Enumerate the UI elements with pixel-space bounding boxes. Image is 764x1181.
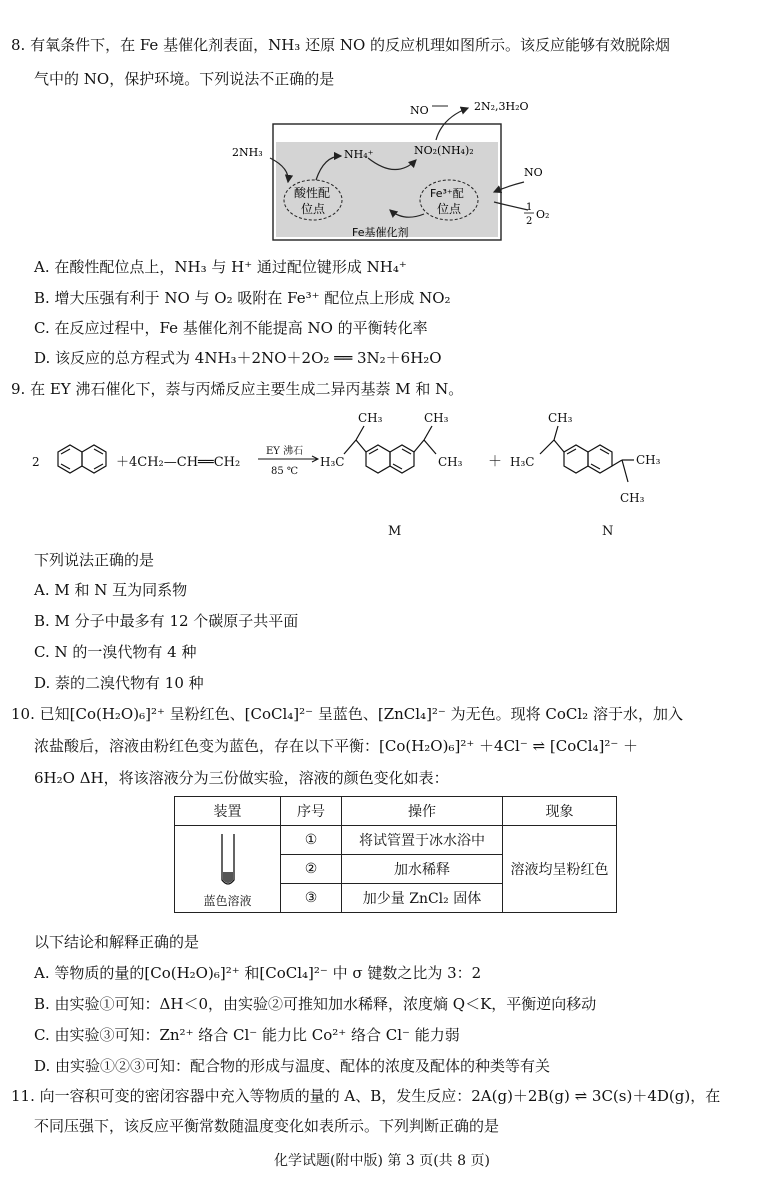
q9-prompt: 下列说法正确的是 bbox=[34, 551, 155, 569]
q8-option-b: B. 增大压强有利于 NO 与 O₂ 吸附在 Fe³⁺ 配位点上形成 NO₂ bbox=[34, 289, 451, 307]
test-tube-icon bbox=[198, 832, 258, 894]
q8-stem-line1: 8. 有氧条件下，在 Fe 基催化剂表面，NH₃ 还原 NO 的反应机理如图所示。该反应能够有效脱除烟 bbox=[11, 36, 671, 54]
q9-stem: 9. 在 EY 沸石催化下，萘与丙烯反应主要生成二异丙基萘 M 和 N。 bbox=[11, 380, 464, 398]
row2-operation: 加水稀释 bbox=[342, 855, 503, 884]
molecule-n-structure bbox=[540, 426, 634, 482]
naphthalene-structure bbox=[58, 445, 106, 473]
q11-stem-line1: 11. 向一容积可变的密闭容器中充入等物质的量的 A、B，发生反应：2A(g)＋2B(g) ⇌ 3C(s)＋4D(g)，在 bbox=[11, 1087, 721, 1105]
table-header-row bbox=[175, 797, 617, 826]
q10-option-a: A. 等物质的量的[Co(H₂O)₆]²⁺ 和[CoCl₄]²⁻ 中 σ 键数之比为 3：2 bbox=[34, 964, 482, 982]
fig-acid-site-2: 位点 bbox=[301, 202, 326, 216]
n-ch3-top: CH₃ bbox=[548, 411, 573, 425]
table-header-phenomenon: 现象 bbox=[503, 797, 617, 826]
fig-right-no: NO bbox=[524, 166, 543, 179]
apparatus-label: 蓝色溶液 bbox=[203, 894, 252, 908]
q10-option-c: C. 由实验③可知：Zn²⁺ 络合 Cl⁻ 能力比 Co²⁺ 络合 Cl⁻ 能力弱 bbox=[34, 1026, 460, 1044]
row3-operation: 加少量 ZnCl₂ 固体 bbox=[342, 884, 503, 913]
molecule-m-structure bbox=[344, 426, 436, 473]
phenomenon-cell: 溶液均呈粉红色 bbox=[503, 826, 617, 913]
q10-prompt: 以下结论和解释正确的是 bbox=[34, 933, 200, 951]
table-header-apparatus: 装置 bbox=[175, 797, 281, 826]
fig-right-o2-num: 1 bbox=[526, 202, 533, 213]
fig-top-products: 2N₂,3H₂O bbox=[474, 100, 529, 113]
q8-mechanism-figure bbox=[228, 96, 568, 242]
eq-temperature: 85 ℃ bbox=[271, 466, 299, 477]
n-ch3-right: CH₃ bbox=[636, 453, 661, 467]
page-footer: 化学试题(附中版) 第 3 页(共 8 页) bbox=[274, 1153, 490, 1169]
apparatus-cell bbox=[175, 826, 281, 913]
q9-option-c: C. N 的一溴代物有 4 种 bbox=[34, 643, 197, 661]
fig-fe-site-2: 位点 bbox=[437, 202, 462, 216]
fig-nh4: NH₄⁺ bbox=[344, 148, 374, 161]
row1-number: ① bbox=[281, 826, 342, 855]
q10-experiment-table bbox=[174, 796, 617, 913]
m-ch3-top-left: CH₃ bbox=[358, 411, 383, 425]
fig-right-o2: O₂ bbox=[536, 208, 550, 221]
q9-option-a: A. M 和 N 互为同系物 bbox=[34, 581, 188, 599]
q10-stem-line3: 6H₂O ΔH，将该溶液分为三份做实验，溶液的颜色变化如表： bbox=[34, 769, 449, 787]
q10-option-d: D. 由实验①②③可知：配合物的形成与温度、配体的浓度及配体的种类等有关 bbox=[34, 1057, 551, 1075]
table-row bbox=[175, 826, 617, 855]
q8-option-c: C. 在反应过程中，Fe 基催化剂不能提高 NO 的平衡转化率 bbox=[34, 319, 428, 337]
fig-top-no: NO bbox=[410, 104, 429, 117]
q10-option-b: B. 由实验①可知：ΔH＜0，由实验②可推知加水稀释，浓度熵 Q＜K，平衡逆向移动 bbox=[34, 995, 597, 1013]
eq-propene: ＋4CH₂—CH══CH₂ bbox=[116, 455, 241, 470]
label-n: N bbox=[602, 524, 614, 539]
q9-reaction-equation bbox=[28, 406, 688, 542]
m-ch3-right: CH₃ bbox=[438, 455, 463, 469]
eq-catalyst: EY 沸石 bbox=[266, 446, 304, 457]
q8-stem-line2: 气中的 NO，保护环境。下列说法不正确的是 bbox=[34, 70, 335, 88]
m-h3c-left: H₃C bbox=[320, 455, 345, 469]
row1-operation: 将试管置于冰水浴中 bbox=[342, 826, 503, 855]
q10-stem-line1: 10. 已知[Co(H₂O)₆]²⁺ 呈粉红色、[CoCl₄]²⁻ 呈蓝色、[ZnCl₄]²⁻ 为无色。现将 CoCl₂ 溶于水，加入 bbox=[11, 705, 683, 723]
q9-option-b: B. M 分子中最多有 12 个碳原子共平面 bbox=[34, 612, 299, 630]
q11-stem-line2: 不同压强下，该反应平衡常数随温度变化如表所示。下列判断正确的是 bbox=[34, 1117, 500, 1135]
table-header-operation: 操作 bbox=[342, 797, 503, 826]
fig-right-o2-den: 2 bbox=[526, 216, 533, 227]
row3-number: ③ bbox=[281, 884, 342, 913]
q9-option-d: D. 萘的二溴代物有 10 种 bbox=[34, 674, 204, 692]
eq-coef: 2 bbox=[32, 455, 40, 469]
n-ch3-bottom: CH₃ bbox=[620, 491, 645, 505]
fig-left-reactant: 2NH₃ bbox=[232, 146, 263, 159]
eq-plus: ＋ bbox=[488, 454, 502, 470]
fig-middle-species: NO₂(NH₄)₂ bbox=[414, 144, 474, 157]
n-h3c-left: H₃C bbox=[510, 455, 535, 469]
m-ch3-top-right: CH₃ bbox=[424, 411, 449, 425]
label-m: M bbox=[388, 524, 402, 539]
row2-number: ② bbox=[281, 855, 342, 884]
fig-catalyst-label: Fe基催化剂 bbox=[352, 226, 409, 239]
q10-stem-line2: 浓盐酸后，溶液由粉红色变为蓝色，存在以下平衡：[Co(H₂O)₆]²⁺ ＋4Cl⁻ ⇌ [CoCl₄]²⁻ ＋ bbox=[34, 737, 639, 755]
fig-acid-site-1: 酸性配 bbox=[294, 186, 331, 200]
q8-option-d: D. 该反应的总方程式为 4NH₃＋2NO＋2O₂ ══ 3N₂＋6H₂O bbox=[34, 349, 442, 367]
q8-option-a: A. 在酸性配位点上，NH₃ 与 H⁺ 通过配位键形成 NH₄⁺ bbox=[34, 258, 407, 276]
table-header-number: 序号 bbox=[281, 797, 342, 826]
fig-fe-site-1: Fe³⁺配 bbox=[430, 187, 464, 200]
